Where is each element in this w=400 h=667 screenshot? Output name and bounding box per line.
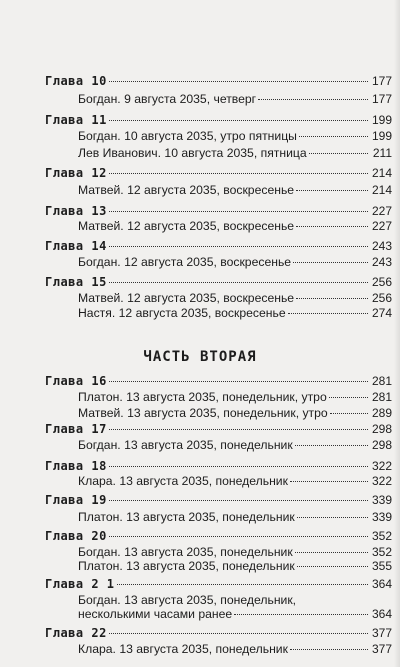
toc-entry[interactable] <box>78 291 392 305</box>
page-number: 364 <box>371 577 392 591</box>
dot-leader <box>109 120 368 121</box>
toc-entry[interactable] <box>78 92 392 106</box>
toc-chapter-11[interactable] <box>45 113 392 127</box>
chapter-label: Глава 19 <box>45 493 107 507</box>
page-number: 243 <box>371 255 392 269</box>
page-number: 227 <box>371 219 392 233</box>
dot-leader <box>296 226 368 227</box>
chapter-label: Глава 17 <box>45 422 107 436</box>
page-number: 355 <box>371 559 392 573</box>
page-number: 298 <box>371 438 392 452</box>
toc-chapter-15[interactable] <box>45 275 392 289</box>
toc-entry[interactable] <box>78 390 392 404</box>
page-number: 364 <box>371 607 392 621</box>
page-number: 322 <box>371 459 392 473</box>
toc-entry-multiline[interactable] <box>78 593 392 621</box>
dot-leader <box>297 566 368 567</box>
toc-chapter-22[interactable] <box>45 626 392 640</box>
toc-chapter-18[interactable] <box>45 459 392 473</box>
entry-label: Платон. 13 августа 2035, понедельник <box>78 510 295 524</box>
page-number: 281 <box>371 390 392 404</box>
toc-entry[interactable] <box>78 438 392 452</box>
entry-label: Платон. 13 августа 2035, понедельник <box>78 559 295 573</box>
page-number: 214 <box>371 183 392 197</box>
page-number: 289 <box>371 406 392 420</box>
page-number: 211 <box>372 146 392 160</box>
dot-leader <box>109 173 368 174</box>
chapter-label: Глава 2 1 <box>45 577 115 591</box>
chapter-label: Глава 13 <box>45 204 107 218</box>
dot-leader <box>234 614 368 615</box>
entry-label-line-2: несколькими часами ранее <box>78 607 233 621</box>
entry-label: Богдан. 13 августа 2035, понедельник <box>78 545 293 559</box>
dot-leader <box>309 153 368 154</box>
entry-label: Платон. 13 августа 2035, понедельник, утро <box>78 390 327 404</box>
page-number: 377 <box>371 642 392 656</box>
chapter-label: Глава 22 <box>45 626 107 640</box>
entry-label: Матвей. 13 августа 2035, понедельник, утро <box>78 406 328 420</box>
dot-leader <box>109 429 368 430</box>
dot-leader <box>330 413 368 414</box>
entry-label: Матвей. 12 августа 2035, воскресенье <box>78 183 295 197</box>
dot-leader <box>293 262 368 263</box>
toc-chapter-12[interactable] <box>45 166 392 180</box>
page-number: 339 <box>371 510 392 524</box>
page-number: 322 <box>371 474 392 488</box>
dot-leader <box>290 481 368 482</box>
page-number: 243 <box>371 239 392 253</box>
dot-leader <box>109 246 368 247</box>
dot-leader <box>295 552 368 553</box>
toc-entry[interactable] <box>78 255 392 269</box>
page-number: 281 <box>371 374 392 388</box>
page-number: 199 <box>371 129 392 143</box>
dot-leader <box>109 633 368 634</box>
entry-label: Богдан. 10 августа 2035, утро пятницы <box>78 129 297 143</box>
toc-entry[interactable] <box>78 642 392 656</box>
dot-leader <box>295 445 368 446</box>
toc-entry[interactable] <box>78 559 392 573</box>
page-number: 227 <box>371 204 392 218</box>
toc-entry[interactable] <box>78 146 392 160</box>
page-number: 339 <box>371 493 392 507</box>
page-number: 352 <box>371 545 392 559</box>
page-number: 199 <box>371 113 392 127</box>
page-edge-shadow <box>394 0 400 667</box>
entry-label: Богдан. 13 августа 2035, понедельник <box>78 438 293 452</box>
toc-entry[interactable] <box>78 545 392 559</box>
chapter-label: Глава 12 <box>45 166 107 180</box>
entry-label: Матвей. 12 августа 2035, воскресенье <box>78 219 295 233</box>
entry-label: Богдан. 9 августа 2035, четверг <box>78 92 257 106</box>
dot-leader <box>109 536 368 537</box>
toc-entry[interactable] <box>78 129 392 143</box>
toc-entry[interactable] <box>78 510 392 524</box>
page-number: 214 <box>371 166 392 180</box>
dot-leader <box>109 500 368 501</box>
dot-leader <box>296 190 368 191</box>
toc-entry[interactable] <box>78 406 392 420</box>
toc-entry[interactable] <box>78 306 392 320</box>
page-number: 377 <box>371 626 392 640</box>
entry-label: Матвей. 12 августа 2035, воскресенье <box>78 291 295 305</box>
page-number: 298 <box>371 422 392 436</box>
dot-leader <box>109 466 368 467</box>
toc-entry[interactable] <box>78 183 392 197</box>
entry-label: Клара. 13 августа 2035, понедельник <box>78 474 288 488</box>
chapter-label: Глава 16 <box>45 374 107 388</box>
page-number: 177 <box>371 74 392 88</box>
toc-chapter-14[interactable] <box>45 239 392 253</box>
entry-label-line-1: Богдан. 13 августа 2035, понедельник, <box>78 593 297 607</box>
entry-label: Лев Иванович. 10 августа 2035, пятница <box>78 146 307 160</box>
toc-entry[interactable] <box>78 219 392 233</box>
dot-leader <box>288 313 368 314</box>
dot-leader <box>290 649 368 650</box>
entry-label: Настя. 12 августа 2035, воскресенье <box>78 306 286 320</box>
chapter-label: Глава 11 <box>45 113 107 127</box>
toc-chapter-13[interactable] <box>45 204 392 218</box>
dot-leader <box>299 136 368 137</box>
dot-leader <box>109 381 368 382</box>
page-number: 256 <box>371 275 392 289</box>
toc-entry[interactable] <box>78 474 392 488</box>
dot-leader <box>258 99 368 100</box>
page-number: 274 <box>371 306 392 320</box>
dot-leader <box>109 211 368 212</box>
part-two-heading: ЧАСТЬ ВТОРАЯ <box>143 349 257 365</box>
chapter-label: Глава 14 <box>45 239 107 253</box>
toc-chapter-10[interactable] <box>45 74 392 88</box>
dot-leader <box>296 298 368 299</box>
chapter-label: Глава 20 <box>45 529 107 543</box>
chapter-label: Глава 18 <box>45 459 107 473</box>
dot-leader <box>297 517 368 518</box>
dot-leader <box>109 81 368 82</box>
dot-leader <box>117 584 368 585</box>
page-number: 352 <box>371 529 392 543</box>
page-number: 256 <box>371 291 392 305</box>
toc-chapter-17[interactable] <box>45 422 392 436</box>
toc-chapter-16[interactable] <box>45 374 392 388</box>
toc-chapter-21[interactable] <box>45 577 392 591</box>
page-number: 177 <box>371 92 392 106</box>
entry-label: Богдан. 12 августа 2035, воскресенье <box>78 255 292 269</box>
chapter-label: Глава 15 <box>45 275 107 289</box>
chapter-label: Глава 10 <box>45 74 107 88</box>
toc-chapter-19[interactable] <box>45 493 392 507</box>
dot-leader <box>329 397 368 398</box>
entry-label: Клара. 13 августа 2035, понедельник <box>78 642 288 656</box>
toc-chapter-20[interactable] <box>45 529 392 543</box>
dot-leader <box>109 282 368 283</box>
